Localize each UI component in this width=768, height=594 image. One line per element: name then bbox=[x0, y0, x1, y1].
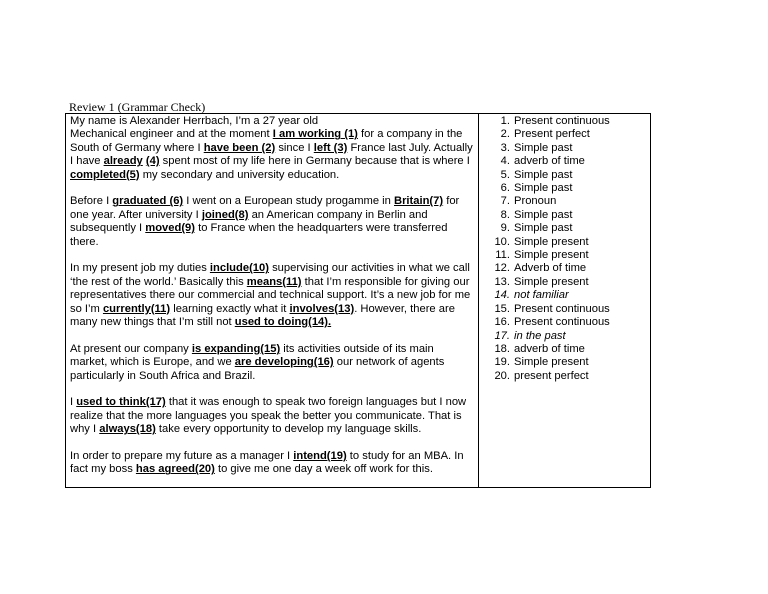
passage-text: to France when the headquarters were transferred there. bbox=[70, 222, 448, 248]
answer-text: Simple present bbox=[514, 249, 589, 262]
passage-text: to give me one day a week off work for this. bbox=[214, 463, 433, 476]
answer-text: Present continuous bbox=[514, 115, 610, 127]
answer-number: 3. bbox=[500, 141, 510, 154]
passage-text: My name is Alexander Herrbach, I’m a 27 year old bbox=[70, 115, 319, 127]
answer-phrase: already bbox=[103, 155, 143, 168]
answer-list bbox=[483, 115, 646, 383]
passage-text: for one year. After university I bbox=[70, 195, 460, 221]
passage-text: learning exactly what it bbox=[170, 302, 290, 315]
answer-text: Simple past bbox=[514, 222, 573, 235]
answer-phrase: means(11) bbox=[246, 275, 302, 288]
passage-text: to study for an MBA. In fact my boss bbox=[70, 450, 464, 476]
answer-text: Simple present bbox=[514, 356, 589, 369]
answer-item bbox=[483, 182, 646, 195]
passage-paragraph bbox=[70, 450, 474, 477]
answer-item bbox=[483, 222, 646, 235]
passage-text: I bbox=[70, 396, 77, 409]
answer-number: 8. bbox=[500, 208, 510, 221]
answer-number: 16. bbox=[494, 316, 510, 329]
answer-item bbox=[483, 370, 646, 383]
answer-phrase: is expanding(15) bbox=[191, 342, 281, 355]
passage-paragraph bbox=[70, 262, 474, 329]
answer-text: Present continuous bbox=[514, 316, 610, 329]
answer-text: not familiar bbox=[514, 289, 569, 302]
answer-phrase: include(10) bbox=[209, 262, 269, 275]
answer-item bbox=[483, 195, 646, 208]
answer-phrase: used to think(17) bbox=[76, 396, 166, 409]
answer-phrase: joined(8) bbox=[201, 208, 249, 221]
answer-text: adverb of time bbox=[514, 342, 585, 355]
answer-item bbox=[483, 356, 646, 369]
review-table bbox=[65, 113, 651, 488]
answer-text: Adverb of time bbox=[514, 262, 587, 275]
passage-text: Mechanical engineer and at the moment bbox=[70, 128, 273, 141]
answer-number: 11. bbox=[495, 249, 510, 262]
answer-text: Simple past bbox=[514, 208, 573, 221]
answer-number: 2. bbox=[500, 128, 510, 141]
passage-text: . However, there are many new things that I’m still not bbox=[70, 302, 455, 329]
passage-text: take every opportunity to develop my language skills. bbox=[155, 423, 422, 436]
answer-item bbox=[483, 330, 646, 343]
passage-text: its activities outside of its main market, which is Europe, and we bbox=[70, 342, 434, 369]
passage-text: since I bbox=[275, 141, 314, 154]
passage-paragraph bbox=[70, 115, 474, 182]
answer-text: present perfect bbox=[514, 369, 589, 382]
answer-phrase: moved(9) bbox=[145, 222, 195, 235]
answer-text: Pronoun bbox=[514, 195, 557, 208]
answer-text: Simple past bbox=[514, 141, 573, 154]
answer-phrase: I am working (1) bbox=[272, 128, 358, 141]
answer-item bbox=[483, 343, 646, 356]
answer-text: Simple past bbox=[514, 182, 573, 195]
answer-item bbox=[483, 276, 646, 289]
answer-number: 6. bbox=[500, 182, 510, 195]
answer-item bbox=[483, 142, 646, 155]
passage-text: In order to prepare my future as a manager I bbox=[70, 450, 294, 463]
passage-text: I went on a European study progamme in bbox=[183, 195, 394, 208]
answer-text: in the past bbox=[514, 329, 566, 342]
answer-item bbox=[483, 115, 646, 128]
passage-text: our network of agents particularly in South Africa and Brazil. bbox=[70, 356, 445, 382]
answer-phrase: graduated (6) bbox=[112, 195, 184, 208]
passage-column bbox=[66, 114, 479, 487]
answer-item bbox=[483, 236, 646, 249]
passage-text: In my present job my duties bbox=[70, 262, 210, 275]
answer-number: 14. bbox=[494, 289, 510, 302]
answer-phrase: have been (2) bbox=[203, 141, 276, 154]
passage-text: France last July. Actually I have bbox=[70, 141, 473, 168]
answer-item bbox=[483, 155, 646, 168]
answer-number: 12. bbox=[494, 262, 510, 275]
answer-number: 19. bbox=[494, 356, 510, 369]
answer-item bbox=[483, 169, 646, 182]
answer-item bbox=[483, 303, 646, 316]
passage-text: an American company in Berlin and subsequently I bbox=[70, 208, 428, 235]
answer-item bbox=[483, 316, 646, 329]
answer-phrase: intend(19) bbox=[293, 450, 347, 463]
answer-text: Present continuous bbox=[514, 302, 610, 315]
answer-text: Simple present bbox=[514, 235, 589, 248]
answer-phrase: always(18) bbox=[99, 423, 156, 436]
passage-paragraph bbox=[70, 396, 474, 436]
answer-item bbox=[483, 249, 646, 262]
answer-number: 10. bbox=[494, 235, 510, 248]
answer-item bbox=[483, 262, 646, 275]
answer-phrase: (4) bbox=[145, 155, 160, 168]
answer-item bbox=[483, 209, 646, 222]
passage-text: supervising our activities in what we call ‘the rest of the world.’ Basically this bbox=[70, 262, 470, 288]
passage-text: for a company in the South of Germany where I bbox=[70, 128, 463, 154]
passage-text: Before I bbox=[70, 195, 113, 208]
passage-text: spent most of my life here in Germany because that is where I bbox=[159, 155, 470, 168]
answer-item bbox=[483, 289, 646, 302]
answer-phrase: has agreed(20) bbox=[135, 463, 215, 476]
answer-phrase: used to doing(14). bbox=[234, 316, 332, 329]
answer-phrase: involves(13) bbox=[289, 302, 355, 315]
answer-number: 1. bbox=[500, 115, 510, 127]
answer-item bbox=[483, 128, 646, 141]
answer-number: 15. bbox=[494, 302, 510, 315]
passage-text: At present our company bbox=[70, 342, 192, 355]
answer-phrase: left (3) bbox=[313, 141, 348, 154]
passage-text: my secondary and university education. bbox=[139, 168, 340, 181]
answer-phrase: currently(11) bbox=[102, 302, 171, 315]
document-title: Review 1 (Grammar Check) bbox=[69, 100, 206, 114]
answer-number: 4. bbox=[500, 155, 510, 168]
answer-text: Simple present bbox=[514, 275, 589, 288]
answer-phrase: Britain(7) bbox=[394, 195, 444, 208]
answer-number: 18. bbox=[494, 342, 510, 355]
answer-number: 13. bbox=[494, 275, 510, 288]
passage-text: that I’m responsible for giving our representatives there our commercial and technical support. It’s a new job for me so I’m bbox=[70, 275, 471, 315]
answer-phrase: are developing(16) bbox=[234, 356, 334, 369]
answer-text: Simple past bbox=[514, 168, 573, 181]
answer-text: Present perfect bbox=[514, 128, 590, 141]
answer-number: 5. bbox=[500, 168, 510, 181]
passage-text: that it was enough to speak two foreign languages but I now realize that the more languages you speak the better you communicate. That is why I bbox=[70, 396, 467, 436]
answer-number: 20. bbox=[494, 369, 510, 382]
answer-number: 17. bbox=[494, 329, 510, 342]
answer-text: adverb of time bbox=[514, 155, 585, 168]
passage-paragraph bbox=[70, 343, 474, 383]
answer-number: 9. bbox=[500, 222, 510, 235]
answer-column bbox=[479, 114, 650, 487]
passage-paragraph bbox=[70, 195, 474, 249]
answer-phrase: completed(5) bbox=[70, 168, 140, 181]
answer-number: 7. bbox=[500, 195, 510, 208]
